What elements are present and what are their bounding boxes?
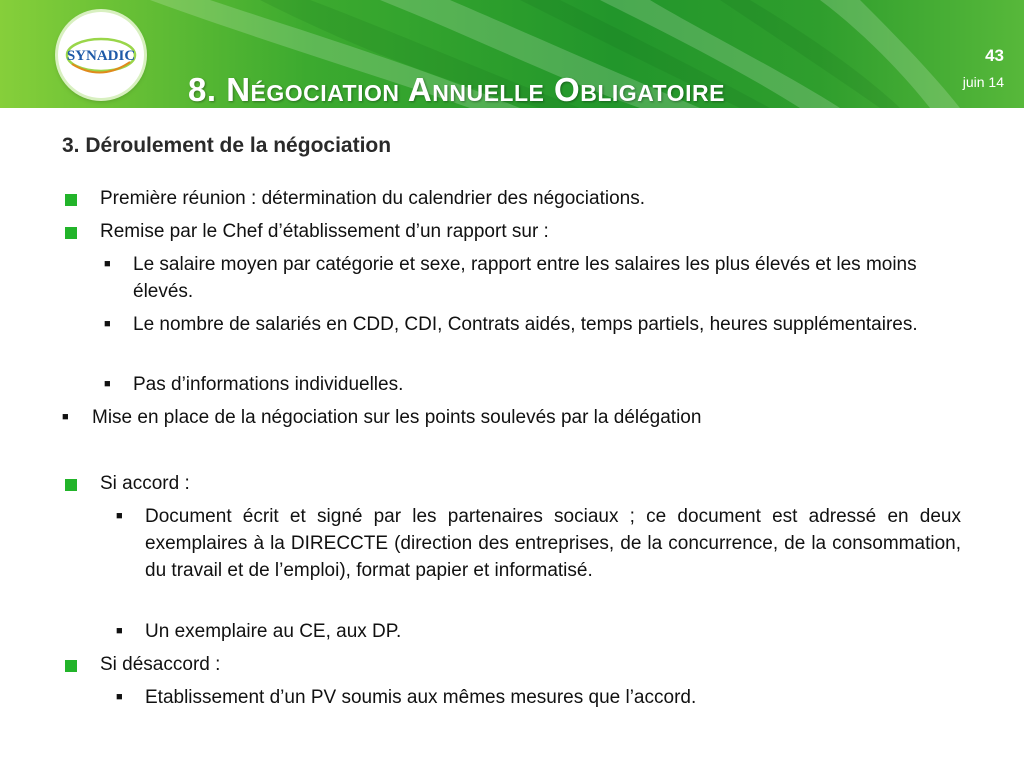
list-item: Document écrit et signé par les partenaires sociaux ; ce document est adressé en deux exemplaires à la DIRECCTE (direction des entreprises, de la concurrence, de la consommation, du travail et de l’emploi), format papier et informatisé. xyxy=(145,506,961,581)
small-bullet-icon: ■ xyxy=(116,691,123,703)
list-item: Etablissement d’un PV soumis aux mêmes mesures que l’accord. xyxy=(145,687,697,708)
logo-text: SYNADIC xyxy=(66,48,136,64)
small-bullet-icon: ■ xyxy=(62,411,69,423)
small-bullet-icon: ■ xyxy=(116,625,123,637)
list-item: Si désaccord : xyxy=(100,654,221,675)
small-bullet-icon: ■ xyxy=(116,510,123,522)
list-item: Mise en place de la négociation sur les points soulevés par la délégation xyxy=(92,407,702,428)
small-bullet-icon: ■ xyxy=(104,258,111,270)
green-square-icon xyxy=(65,227,77,239)
green-square-icon xyxy=(65,660,77,672)
page-title: 8. Négociation Annuelle Obligatoire xyxy=(188,71,725,108)
small-bullet-icon: ■ xyxy=(104,318,111,330)
slide-date: juin 14 xyxy=(962,74,1004,90)
synadic-logo xyxy=(58,12,144,98)
list-item: Pas d’informations individuelles. xyxy=(133,374,404,395)
header-banner xyxy=(0,0,1024,108)
list-item: Le salaire moyen par catégorie et sexe, rapport entre les salaires les plus élevés et les moins élevés. xyxy=(133,254,917,302)
list-item: Le nombre de salariés en CDD, CDI, Contrats aidés, temps partiels, heures supplémentaires. xyxy=(133,314,918,335)
list-item: Remise par le Chef d’établissement d’un rapport sur : xyxy=(100,221,549,242)
list-item: Première réunion : détermination du calendrier des négociations. xyxy=(100,188,645,209)
list-item: Si accord : xyxy=(100,473,190,494)
green-square-icon xyxy=(65,479,77,491)
section-title: 3. Déroulement de la négociation xyxy=(62,134,392,157)
green-square-icon xyxy=(65,194,77,206)
small-bullet-icon: ■ xyxy=(104,378,111,390)
list-item: Un exemplaire au CE, aux DP. xyxy=(145,621,402,642)
slide-number: 43 xyxy=(985,46,1004,65)
